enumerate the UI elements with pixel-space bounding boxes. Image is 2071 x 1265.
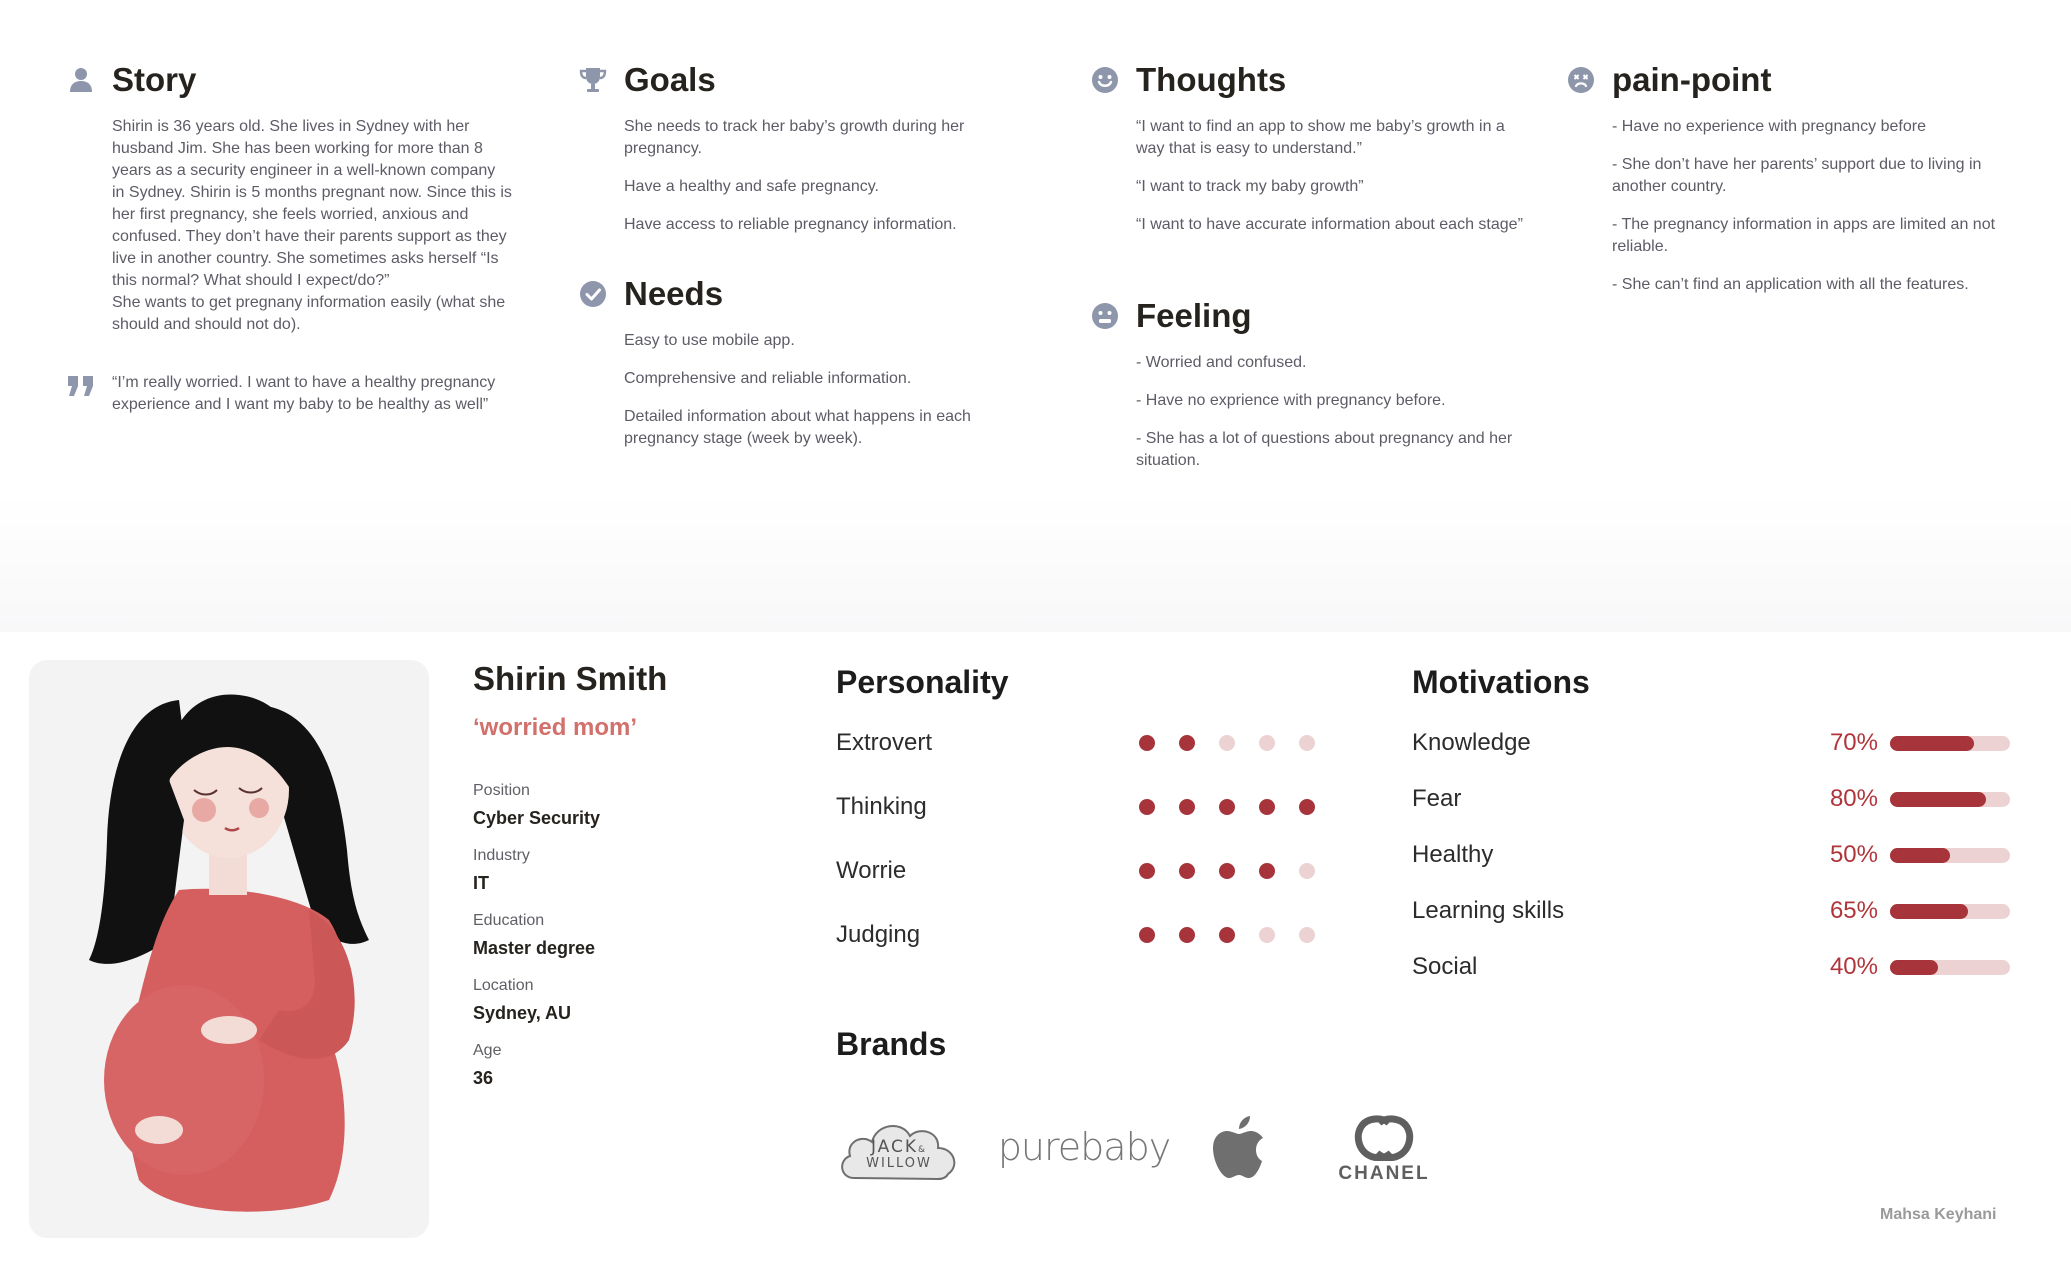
rating-dot-filled [1299,799,1315,815]
needs-block [624,272,1044,450]
brands-title: Brands [836,1026,947,1062]
pain-point-column [1612,58,2022,296]
field-value: Cyber Security [473,808,601,828]
purebaby-logo: purebaby [997,1125,1171,1169]
motivation-percent: 80% [1829,785,1878,812]
trait-label: Thinking [836,793,927,820]
motivation-percent: 50% [1829,841,1878,868]
pain-point-title: pain-point [1612,61,1772,98]
brand-logos [836,1100,1456,1200]
goal-item: She needs to track her baby’s growth during her pregnancy. [624,118,965,157]
pain-point-item: - The pregnancy information in apps are limited an not reliable. [1612,216,1996,255]
thoughts-block [1136,58,1536,236]
motivation-bar [1890,792,2010,807]
goal-item: Have access to reliable pregnancy information. [624,216,957,233]
profile-field-industry [473,847,773,894]
motivation-bar [1890,848,2010,863]
jack-and-willow-logo [836,1108,962,1188]
chanel-cc-icon [1351,1115,1417,1161]
profile-field-location [473,977,773,1024]
motivation-row [1412,782,2012,816]
story-title: Story [112,61,197,98]
motivation-bar-fill [1890,792,1986,807]
needs-title: Needs [624,275,724,312]
rating-dot-filled [1179,735,1195,751]
field-label: Position [473,782,530,799]
rating-dot-filled [1179,863,1195,879]
field-value: Master degree [473,938,596,958]
trait-label: Judging [836,921,921,948]
trait-rating [1139,799,1315,815]
motivation-label: Healthy [1412,841,1494,868]
check-circle-icon [578,279,608,309]
trait-rating [1139,863,1315,879]
motivation-bar-fill [1890,848,1950,863]
thoughts-column [1136,58,1536,472]
personality-title: Personality [836,664,1009,700]
profile-field-position [473,782,773,829]
field-label: Industry [473,847,530,864]
story-quote [112,372,512,416]
jack-text: JACK [870,1136,919,1157]
motivation-percent: 70% [1829,729,1878,756]
motivation-bar-fill [1890,736,1974,751]
trophy-icon [578,65,608,95]
sad-face-icon [1566,65,1596,95]
motivation-bar-fill [1890,904,1968,919]
persona-name: Shirin Smith [473,660,668,697]
feeling-block [1136,294,1536,472]
goals-block [624,58,1044,236]
rating-dot-empty [1259,927,1275,943]
feeling-item: - Have no exprience with pregnancy before. [1136,392,1446,409]
trait-label: Extrovert [836,729,933,756]
need-item: Comprehensive and reliable information. [624,370,912,387]
motivation-percent: 65% [1829,897,1878,924]
rating-dot-filled [1259,863,1275,879]
thought-item: “I want to find an app to show me baby’s growth in a way that is easy to understand.” [1136,118,1505,157]
story-column [112,58,512,416]
need-item: Detailed information about what happens in each pregnancy stage (week by week). [624,408,971,447]
rating-dot-empty [1219,735,1235,751]
motivation-row [1412,726,2012,760]
field-value: Sydney, AU [473,1003,572,1023]
motivation-percent: 40% [1829,953,1878,980]
rating-dot-empty [1299,927,1315,943]
rating-dot-filled [1139,799,1155,815]
author-credit: Mahsa Keyhani [1880,1206,1997,1223]
personality-row [836,918,1336,952]
pain-point-item: - She can’t find an application with all the features. [1612,276,1969,293]
need-item: Easy to use mobile app. [624,332,795,349]
trait-rating [1139,927,1315,943]
rating-dot-filled [1139,735,1155,751]
motivation-bar [1890,960,2010,975]
apple-logo [1208,1114,1268,1182]
goals-column [624,58,1044,450]
trait-rating [1139,735,1315,751]
worried-face-icon [1090,301,1120,331]
person-icon [66,65,96,95]
goals-title: Goals [624,61,716,98]
field-value: IT [473,873,489,893]
profile-info [473,660,773,1089]
motivation-bar [1890,904,2010,919]
persona-nickname: ‘worried mom’ [473,714,638,741]
motivation-label: Knowledge [1412,729,1531,756]
trait-label: Worrie [836,857,907,884]
feeling-item: - She has a lot of questions about pregnancy and her situation. [1136,430,1513,469]
story-text: Shirin is 36 years old. She lives in Sydney with her husband Jim. She has been working for more than 8 years as a security engineer in a well-known company in Sydney. Shirin is 5 months pregnant now. Since this is her first pregnancy, she feels worried, anxious and confused. They don’t have their parents support as they live in another country. She sometimes asks herself “Is this normal? What should I expect/do?” [112,118,512,289]
profile-field-education [473,912,773,959]
quote-icon [66,374,96,400]
rating-dot-filled [1259,799,1275,815]
motivation-bar-fill [1890,960,1938,975]
quote-text: “I’m really worried. I want to have a healthy pregnancy experience and I want my baby to be healthy as well” [112,374,496,413]
motivation-bar [1890,736,2010,751]
willow-text: WILLOW [866,1155,932,1171]
feeling-title: Feeling [1136,297,1252,334]
goal-item: Have a healthy and safe pregnancy. [624,178,879,195]
story-text-2: She wants to get pregnany information easily (what she should and should not do). [112,294,506,333]
avatar-card [29,660,429,1238]
feeling-item: - Worried and confused. [1136,354,1307,371]
motivation-row [1412,838,2012,872]
rating-dot-filled [1219,927,1235,943]
rating-dot-empty [1259,735,1275,751]
pain-point-item: - Have no experience with pregnancy before [1612,118,1926,135]
personality-row [836,790,1336,824]
rating-dot-filled [1219,799,1235,815]
chanel-logo [1334,1110,1434,1190]
chanel-text: CHANEL [1338,1163,1430,1184]
motivation-row [1412,894,2012,928]
persona-details-section [0,0,2071,632]
personality-row [836,854,1336,888]
rating-dot-filled [1219,863,1235,879]
rating-dot-filled [1139,863,1155,879]
thought-item: “I want to have accurate information about each stage” [1136,216,1523,233]
pain-point-item: - She don’t have her parents’ support due to living in another country. [1612,156,1982,195]
rating-dot-empty [1299,863,1315,879]
field-label: Location [473,977,534,994]
thought-item: “I want to track my baby growth” [1136,178,1364,195]
motivation-label: Fear [1412,785,1462,812]
smile-face-icon [1090,65,1120,95]
motivation-label: Learning skills [1412,897,1565,924]
rating-dot-filled [1139,927,1155,943]
rating-dot-empty [1299,735,1315,751]
personality-row [836,726,1336,760]
rating-dot-filled [1179,927,1195,943]
rating-dot-filled [1179,799,1195,815]
amp-text: & [918,1144,928,1155]
motivation-row [1412,950,2012,984]
pregnant-woman-illustration [29,660,429,1238]
profile-field-age [473,1042,773,1089]
field-label: Education [473,912,545,929]
motivations-title: Motivations [1412,664,1590,700]
motivation-label: Social [1412,953,1478,980]
thoughts-title: Thoughts [1136,61,1287,98]
field-label: Age [473,1042,502,1059]
field-value: 36 [473,1068,494,1088]
